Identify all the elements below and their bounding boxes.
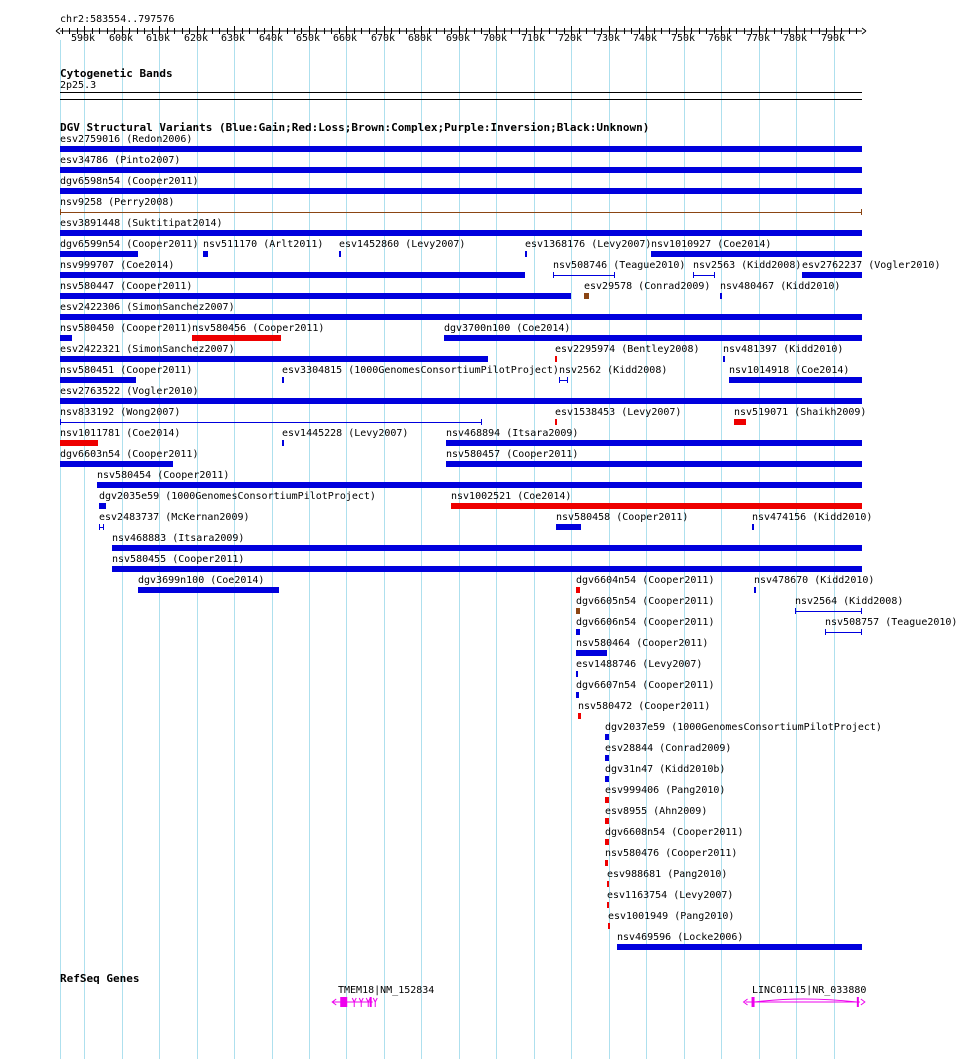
variant-bar[interactable] <box>720 293 722 299</box>
variant-bar[interactable] <box>576 692 579 698</box>
variant-bar[interactable] <box>651 251 862 257</box>
variant-bar[interactable] <box>525 251 527 257</box>
variant-label[interactable]: dgv6606n54 (Cooper2011) <box>576 617 715 628</box>
variant-bar[interactable] <box>605 839 609 845</box>
variant-bar[interactable] <box>607 902 609 908</box>
variant-label[interactable]: nsv468894 (Itsara2009) <box>446 428 579 439</box>
variant-label[interactable]: nsv468883 (Itsara2009) <box>112 533 245 544</box>
variant-bar[interactable] <box>802 272 862 278</box>
variant-label[interactable]: esv34786 (Pinto2007) <box>60 155 181 166</box>
variant-label[interactable]: esv2763522 (Vogler2010) <box>60 386 199 397</box>
variant-bar[interactable] <box>555 356 557 362</box>
ruler-tick-label: 600k <box>109 33 134 44</box>
ruler-tick-label: 650k <box>296 33 321 44</box>
variant-bar[interactable] <box>729 377 862 383</box>
ruler-tick-label: 770k <box>746 33 771 44</box>
ruler-tick-label: 710k <box>521 33 546 44</box>
variant-bar[interactable] <box>192 335 281 341</box>
variant-label[interactable]: esv2422306 (SimonSanchez2007) <box>60 302 235 313</box>
variant-label[interactable]: nsv1002521 (Coe2014) <box>451 491 572 502</box>
variant-label[interactable]: nsv480467 (Kidd2010) <box>720 281 841 292</box>
ruler-tick-label: 780k <box>783 33 808 44</box>
variant-bar[interactable] <box>605 755 609 761</box>
variant-bar[interactable] <box>60 398 862 404</box>
gene-model[interactable] <box>0 994 890 1014</box>
location-label: chr2:583554..797576 <box>60 14 175 25</box>
ruler-tick-label: 660k <box>333 33 358 44</box>
ruler-tick-label: 700k <box>483 33 508 44</box>
variant-bar[interactable] <box>584 293 589 299</box>
ruler-right-arrow <box>862 28 866 34</box>
cytobands-track-title: Cytogenetic Bands <box>60 67 173 80</box>
gene-label[interactable]: TMEM18|NM_152834 <box>338 985 435 996</box>
variant-label[interactable]: esv28844 (Conrad2009) <box>605 743 732 754</box>
variant-bar[interactable] <box>752 524 754 530</box>
variant-label[interactable]: nsv580476 (Cooper2011) <box>605 848 738 859</box>
variant-label[interactable]: esv29578 (Conrad2009) <box>584 281 711 292</box>
variant-bar[interactable] <box>60 293 571 299</box>
variant-bar[interactable] <box>605 734 609 740</box>
variant-label[interactable]: dgv6605n54 (Cooper2011) <box>576 596 715 607</box>
variant-bar[interactable] <box>60 335 72 341</box>
variant-bar[interactable] <box>559 380 568 381</box>
variant-bar[interactable] <box>608 923 610 929</box>
variant-bar[interactable] <box>617 944 862 950</box>
variant-bar[interactable] <box>607 881 609 887</box>
variant-bar[interactable] <box>60 188 862 194</box>
variant-bar[interactable] <box>99 527 103 528</box>
variant-bar[interactable] <box>734 419 746 425</box>
variant-bar[interactable] <box>723 356 725 362</box>
variant-label[interactable]: dgv3700n100 (Coe2014) <box>444 323 571 334</box>
variant-label[interactable]: nsv580447 (Cooper2011) <box>60 281 193 292</box>
variant-label[interactable]: nsv481397 (Kidd2010) <box>723 344 844 355</box>
variant-bar[interactable] <box>203 251 208 257</box>
variant-label[interactable]: esv1445228 (Levy2007) <box>282 428 409 439</box>
ruler-tick-label: 790k <box>821 33 846 44</box>
variant-label[interactable]: dgv6608n54 (Cooper2011) <box>605 827 744 838</box>
variant-label[interactable]: dgv2037e59 (1000GenomesConsortiumPilotProject) <box>605 722 882 733</box>
ruler-tick-label: 740k <box>633 33 658 44</box>
variant-label[interactable]: nsv1011781 (Coe2014) <box>60 428 181 439</box>
gene-exon <box>857 997 859 1007</box>
variant-bar[interactable] <box>60 251 138 257</box>
variant-bar[interactable] <box>795 611 862 612</box>
variant-label[interactable]: nsv580450 (Cooper2011) <box>60 323 193 334</box>
variant-bar[interactable] <box>605 860 608 866</box>
variant-bar[interactable] <box>605 818 609 824</box>
variant-bar[interactable] <box>578 713 581 719</box>
variant-label[interactable]: esv988681 (Pang2010) <box>607 869 728 880</box>
variant-label[interactable]: nsv474156 (Kidd2010) <box>752 512 873 523</box>
variant-label[interactable]: nsv580472 (Cooper2011) <box>578 701 711 712</box>
variant-label[interactable]: nsv580458 (Cooper2011) <box>556 512 689 523</box>
ruler-tick-label: 680k <box>408 33 433 44</box>
variant-label[interactable]: esv2422321 (SimonSanchez2007) <box>60 344 235 355</box>
variant-bar[interactable] <box>444 335 862 341</box>
gene-label[interactable]: LINC01115|NR_033880 <box>752 985 867 996</box>
ruler-tick-label: 640k <box>259 33 284 44</box>
variant-bar[interactable] <box>112 566 862 572</box>
ruler-tick-label: 730k <box>596 33 621 44</box>
variant-label[interactable]: nsv2563 (Kidd2008) <box>693 260 802 271</box>
variant-bar[interactable] <box>60 461 173 467</box>
variant-bar[interactable] <box>60 212 862 213</box>
variant-bar[interactable] <box>693 275 715 276</box>
variant-label[interactable]: esv999406 (Pang2010) <box>605 785 726 796</box>
variant-bar[interactable] <box>339 251 341 257</box>
variant-bar[interactable] <box>138 587 279 593</box>
variant-label[interactable]: esv1538453 (Levy2007) <box>555 407 682 418</box>
variant-label[interactable]: esv1452860 (Levy2007) <box>339 239 466 250</box>
variant-label[interactable]: nsv469596 (Locke2006) <box>617 932 744 943</box>
variant-bar[interactable] <box>60 314 862 320</box>
variant-bar[interactable] <box>605 797 609 803</box>
variant-label[interactable]: esv1488746 (Levy2007) <box>576 659 703 670</box>
cytoband-label: 2p25.3 <box>60 80 97 91</box>
variant-bar[interactable] <box>60 230 862 236</box>
variant-label[interactable]: dgv3699n100 (Coe2014) <box>138 575 265 586</box>
variant-label[interactable]: esv2759016 (Redon2006) <box>60 134 193 145</box>
variant-label[interactable]: nsv580457 (Cooper2011) <box>446 449 579 460</box>
cytoband-bar-bottom <box>60 99 862 100</box>
cytoband-bar-top <box>60 92 862 93</box>
variant-bar[interactable] <box>556 524 581 530</box>
variant-label[interactable]: nsv580464 (Cooper2011) <box>576 638 709 649</box>
variant-bar[interactable] <box>553 275 615 276</box>
variant-label[interactable]: nsv519071 (Shaikh2009) <box>734 407 867 418</box>
ruler-tick-label: 690k <box>446 33 471 44</box>
variant-label[interactable]: dgv6599n54 (Cooper2011) <box>60 239 199 250</box>
variant-label[interactable]: dgv6603n54 (Cooper2011) <box>60 449 199 460</box>
variant-label[interactable]: esv2762237 (Vogler2010) <box>802 260 941 271</box>
gene-exon <box>752 997 755 1007</box>
variant-bar[interactable] <box>576 587 580 593</box>
variant-label[interactable]: esv3891448 (Suktitipat2014) <box>60 218 223 229</box>
ruler-tick-label: 630k <box>221 33 246 44</box>
refseq-track-title: RefSeq Genes <box>60 972 140 985</box>
variant-label[interactable]: nsv508757 (Teague2010) <box>825 617 957 628</box>
variant-bar[interactable] <box>60 146 862 152</box>
variant-label[interactable]: nsv2562 (Kidd2008) <box>559 365 668 376</box>
variant-label[interactable]: esv8955 (Ahn2009) <box>605 806 708 817</box>
variant-bar[interactable] <box>60 422 482 423</box>
variant-label[interactable]: dgv6604n54 (Cooper2011) <box>576 575 715 586</box>
variant-label[interactable]: nsv580451 (Cooper2011) <box>60 365 193 376</box>
variant-bar[interactable] <box>282 440 284 446</box>
variant-bar[interactable] <box>60 356 488 362</box>
ruler-tick-label: 720k <box>558 33 583 44</box>
variant-bar[interactable] <box>555 419 557 425</box>
variant-bar[interactable] <box>99 503 106 509</box>
variant-label[interactable]: dgv6607n54 (Cooper2011) <box>576 680 715 691</box>
variant-label[interactable]: dgv31n47 (Kidd2010b) <box>605 764 726 775</box>
variant-bar[interactable] <box>576 671 578 677</box>
variant-label[interactable]: nsv478670 (Kidd2010) <box>754 575 875 586</box>
variant-bar[interactable] <box>576 650 607 656</box>
variant-label[interactable]: nsv1014918 (Coe2014) <box>729 365 850 376</box>
variant-label[interactable]: nsv511170 (Arlt2011) <box>203 239 324 250</box>
variant-label[interactable]: nsv580456 (Cooper2011) <box>192 323 325 334</box>
variant-bar[interactable] <box>605 776 609 782</box>
variant-bar[interactable] <box>60 167 862 173</box>
variant-bar[interactable] <box>60 377 136 383</box>
variant-bar[interactable] <box>446 440 862 446</box>
variant-bar[interactable] <box>451 503 862 509</box>
variant-label[interactable]: nsv580454 (Cooper2011) <box>97 470 230 481</box>
dgv-track-title: DGV Structural Variants (Blue:Gain;Red:Loss;Brown:Complex;Purple:Inversion;Black:Unknown) <box>60 121 650 134</box>
variant-label[interactable]: esv1368176 (Levy2007) <box>525 239 652 250</box>
variant-bar[interactable] <box>446 461 862 467</box>
variant-label[interactable]: nsv2564 (Kidd2008) <box>795 596 904 607</box>
ruler-tick-label: 760k <box>708 33 733 44</box>
variant-bar[interactable] <box>576 629 580 635</box>
variant-bar[interactable] <box>282 377 284 383</box>
variant-bar[interactable] <box>60 440 98 446</box>
variant-bar[interactable] <box>97 482 862 488</box>
variant-bar[interactable] <box>825 632 862 633</box>
ruler-left-arrow <box>56 28 60 34</box>
variant-label[interactable]: esv2483737 (McKernan2009) <box>99 512 250 523</box>
variant-label[interactable]: nsv1010927 (Coe2014) <box>651 239 772 250</box>
variant-label[interactable]: esv1001949 (Pang2010) <box>608 911 735 922</box>
variant-bar[interactable] <box>60 272 525 278</box>
ruler-tick-label: 670k <box>371 33 396 44</box>
variant-bar[interactable] <box>112 545 862 551</box>
variant-label[interactable]: esv1163754 (Levy2007) <box>607 890 734 901</box>
variant-label[interactable]: nsv9258 (Perry2008) <box>60 197 175 208</box>
variant-label[interactable]: dgv2035e59 (1000GenomesConsortiumPilotProject) <box>99 491 376 502</box>
variant-end-cap <box>103 524 104 530</box>
ruler-tick-label: 750k <box>671 33 696 44</box>
variant-label[interactable]: nsv508746 (Teague2010) <box>553 260 686 271</box>
variant-label[interactable]: nsv833192 (Wong2007) <box>60 407 181 418</box>
variant-label[interactable]: esv2295974 (Bentley2008) <box>555 344 700 355</box>
variant-label[interactable]: esv3304815 (1000GenomesConsortiumPilotProject) <box>282 365 559 376</box>
variant-label[interactable]: nsv580455 (Cooper2011) <box>112 554 245 565</box>
variant-label[interactable]: nsv999707 (Coe2014) <box>60 260 175 271</box>
variant-label[interactable]: dgv6598n54 (Cooper2011) <box>60 176 199 187</box>
variant-bar[interactable] <box>754 587 756 593</box>
ruler-tick-label: 620k <box>184 33 209 44</box>
variant-bar[interactable] <box>576 608 580 614</box>
ruler-tick-label: 590k <box>71 33 96 44</box>
ruler-tick-label: 610k <box>146 33 171 44</box>
